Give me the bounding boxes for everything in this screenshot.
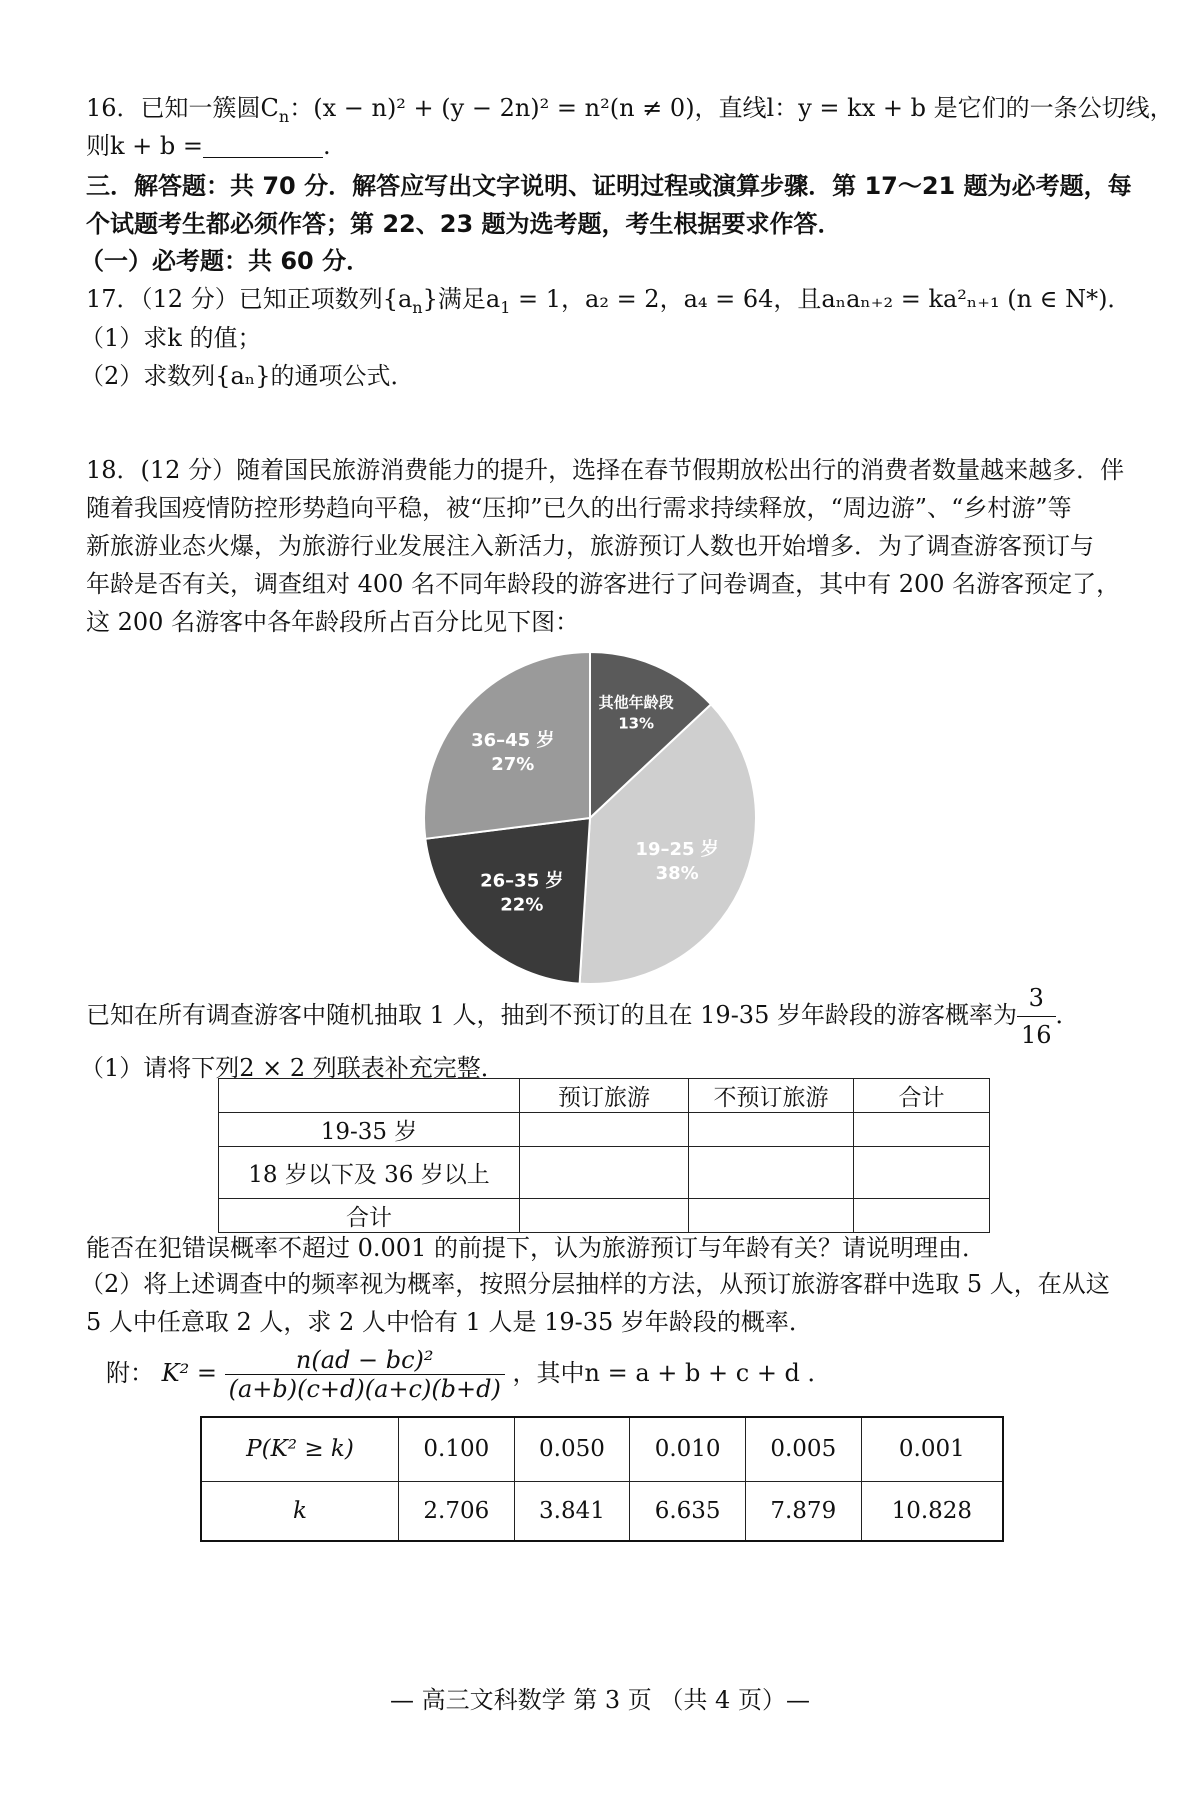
header-cell-total: 合计 bbox=[854, 1079, 990, 1113]
q18-prob-text: 已知在所有调查游客中随机抽取 1 人，抽到不预订的且在 19-35 岁年龄段的游客概率为 bbox=[86, 1001, 1017, 1029]
k-table-cell: 0.050 bbox=[514, 1417, 630, 1481]
k-table-cell: 3.841 bbox=[514, 1481, 630, 1541]
q17-part1: （1）求k 的值； bbox=[80, 324, 262, 352]
q16-text-rest: ：(x − n)² + (y − 2n)² = n²(n ≠ 0)，直线l：y = kx + b 是它们的一条公切线， bbox=[289, 94, 1174, 122]
pie-slice-percent: 13% bbox=[618, 714, 655, 733]
q17-stem-a: 17．（12 分）已知正项数列{a bbox=[86, 285, 413, 313]
k-table-cell: 10.828 bbox=[861, 1481, 1003, 1541]
header-cell-not-booked: 不预订旅游 bbox=[689, 1079, 854, 1113]
pie-slice-label: 36–45 岁 bbox=[471, 729, 555, 751]
q18-part2-line1: （2）将上述调查中的频率视为概率，按照分层抽样的方法，从预订旅游客群中选取 5 人，在从这 bbox=[80, 1270, 1110, 1298]
pie-slice-percent: 38% bbox=[655, 862, 699, 884]
table-cell[interactable] bbox=[854, 1199, 990, 1233]
k-table-cell: 6.635 bbox=[630, 1481, 746, 1541]
formula-denominator: (a+b)(c+d)(a+c)(b+d) bbox=[228, 1375, 501, 1403]
row-label-total: 合计 bbox=[219, 1199, 520, 1233]
k-table-cell: 2.706 bbox=[399, 1481, 515, 1541]
fraction-3-16 bbox=[1017, 980, 1056, 1053]
table-cell[interactable] bbox=[520, 1199, 689, 1233]
k-table-cell: 0.001 bbox=[861, 1417, 1003, 1481]
k2-formula bbox=[106, 1346, 832, 1403]
k-table-cell: 0.010 bbox=[630, 1417, 746, 1481]
q16-line2 bbox=[86, 128, 331, 164]
q18-prob-end: ． bbox=[1055, 1001, 1080, 1029]
row-label-other-ages: 18 岁以下及 36 岁以上 bbox=[219, 1147, 520, 1199]
q16-period: . bbox=[323, 132, 331, 160]
p-label: P(K² ≥ k) bbox=[246, 1436, 354, 1463]
age-pie-chart bbox=[410, 638, 770, 998]
q17-stem-c: = 1，a₂ = 2，a₄ = 64，且aₙaₙ₊₂ = ka²ₙ₊₁ (n ∈ N*)． bbox=[510, 285, 1132, 313]
q18-stem-line2: 随着我国疫情防控形势趋向平稳，被“压抑”已久的出行需求持续释放，“周边游”、“乡村游”等 bbox=[86, 494, 1072, 522]
contingency-table bbox=[218, 1078, 990, 1233]
q17-stem-b: }满足a bbox=[422, 285, 501, 313]
table-cell[interactable] bbox=[689, 1199, 854, 1233]
q18-stem-line4: 年龄是否有关，调查组对 400 名不同年龄段的游客进行了问卷调查，其中有 200 名游客预定了， bbox=[86, 570, 1121, 598]
row-label-19-35: 19-35 岁 bbox=[219, 1113, 520, 1147]
header-cell-empty bbox=[219, 1079, 520, 1113]
table-cell[interactable] bbox=[689, 1113, 854, 1147]
page-footer: — 高三文科数学 第 3 页 （共 4 页）— bbox=[390, 1686, 810, 1714]
q18-stem-line5: 这 200 名游客中各年龄段所占百分比见下图： bbox=[86, 608, 580, 636]
table-cell[interactable] bbox=[854, 1113, 990, 1147]
k-table-cell: 0.005 bbox=[745, 1417, 861, 1481]
q18-prob-line bbox=[86, 980, 1080, 1053]
q17-part2: （2）求数列{aₙ}的通项公式． bbox=[80, 362, 415, 390]
answer-blank[interactable] bbox=[203, 133, 323, 158]
formula-fraction bbox=[225, 1346, 505, 1403]
table-row bbox=[219, 1113, 990, 1147]
k-table-row-k bbox=[201, 1481, 1003, 1541]
fraction-numerator: 3 bbox=[1028, 984, 1044, 1012]
formula-numerator: n(ad − bc)² bbox=[295, 1346, 434, 1374]
k-table-row-p bbox=[201, 1417, 1003, 1481]
pie-slice-percent: 27% bbox=[491, 753, 535, 775]
pie-slice-label: 26–35 岁 bbox=[480, 870, 564, 892]
q18-part1: （1）请将下列2 × 2 列联表补充完整． bbox=[80, 1054, 505, 1082]
table-cell[interactable] bbox=[520, 1147, 689, 1199]
q16-subscript: n bbox=[278, 107, 290, 126]
formula-lhs: K² = bbox=[161, 1359, 217, 1387]
table-cell[interactable] bbox=[854, 1147, 990, 1199]
table-row bbox=[219, 1147, 990, 1199]
q18-part2-line2: 5 人中任意取 2 人，求 2 人中恰有 1 人是 19-35 岁年龄段的概率． bbox=[86, 1308, 813, 1336]
formula-where: ，其中n = a + b + c + d ． bbox=[512, 1359, 832, 1387]
q17-sub-n: n bbox=[412, 298, 423, 317]
section3-line1: 三．解答题：共 70 分．解答应写出文字说明、证明过程或演算步骤．第 17～21 题为必考题，每 bbox=[86, 172, 1132, 200]
k-critical-table bbox=[200, 1416, 1004, 1542]
k-table-cell: 0.100 bbox=[399, 1417, 515, 1481]
pie-slice-percent: 22% bbox=[500, 894, 544, 916]
pie-slice-label: 其他年龄段 bbox=[598, 693, 674, 712]
table-row bbox=[219, 1199, 990, 1233]
appendix-label: 附： bbox=[106, 1359, 154, 1387]
q18-question: 能否在犯错误概率不超过 0.001 的前提下，认为旅游预订与年龄有关？请说明理由． bbox=[86, 1234, 986, 1262]
k-label: k bbox=[293, 1497, 307, 1524]
part1-heading: （一）必考题：共 60 分． bbox=[80, 247, 371, 275]
table-cell[interactable] bbox=[689, 1147, 854, 1199]
q18-stem-line1: 18．(12 分）随着国民旅游消费能力的提升，选择在春节假期放松出行的消费者数量越来越多．伴 bbox=[86, 456, 1125, 484]
table-header-row bbox=[219, 1079, 990, 1113]
k-table-cell: 7.879 bbox=[745, 1481, 861, 1541]
table-cell[interactable] bbox=[520, 1113, 689, 1147]
q18-stem-line3: 新旅游业态火爆，为旅游行业发展注入新活力，旅游预订人数也开始增多．为了调查游客预订与 bbox=[86, 532, 1094, 560]
fraction-denominator: 16 bbox=[1020, 1021, 1052, 1049]
q16-ask: 则k + b = bbox=[86, 132, 204, 160]
pie-slice-label: 19–25 岁 bbox=[635, 838, 719, 860]
q16-text: 16．已知一簇圆C bbox=[86, 94, 279, 122]
section3-line2: 个试题考生都必须作答；第 22、23 题为选考题，考生根据要求作答． bbox=[86, 210, 842, 238]
q17-sub-1: 1 bbox=[500, 298, 511, 317]
k-table-row-label bbox=[201, 1417, 399, 1481]
k-table-row-label bbox=[201, 1481, 399, 1541]
header-cell-booked: 预订旅游 bbox=[520, 1079, 689, 1113]
